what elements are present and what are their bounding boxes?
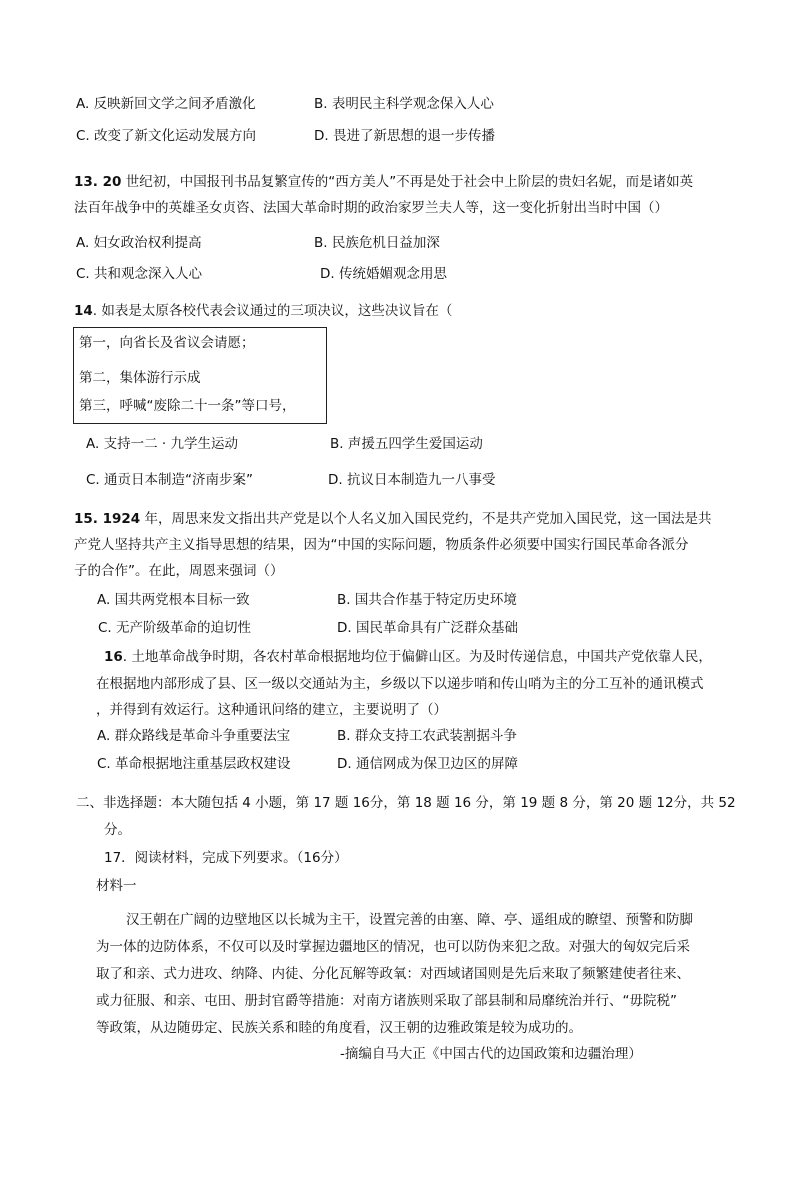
material-paragraph-line3: 取了和亲、式力进攻、纳降、内徒、分化瓦解等政氧：对西域诸国则是先后来取了频繁建使者往来、 <box>96 966 690 982</box>
q15-stem-line2: 产党人坚持共产主义指导思想的结果，因为“中国的实际问题，物质条件必须要中国实行国民革命各派分 <box>74 537 689 553</box>
material-paragraph-line2: 为一体的边防体系，不仅可以及时掌握边疆地区的情况，也可以防伪来犯之敌。对强大的匈奴完后采 <box>96 939 690 955</box>
material-source: -摘编自马大正《中国古代的边国政策和边疆治理） <box>340 1046 642 1062</box>
q16-stem-line2: 在根据地内部形成了县、区一级以交通站为主，乡级以下以递步哨和传山哨为主的分工互补的通讯模式 <box>96 676 704 692</box>
q13-text1: 世纪初，中国报刊书品复繁宣传的“西方美人”不再是处于社会中上阶层的贵妇名妮，而是诸如英 <box>121 174 694 190</box>
section-2-header-cont: 分。 <box>104 822 131 838</box>
q15-option-b: B. 国共合作基于特定历史环境 <box>337 592 517 608</box>
q16-option-d: D. 通信网成为保卫边区的屏障 <box>337 756 518 772</box>
q12-option-d: D. 畏进了新思想的退一步传播 <box>314 128 495 144</box>
q16-option-b: B. 群众支持工农武装割据斗争 <box>337 728 517 744</box>
q13-stem-line2: 法百年战争中的英雄圣女贞咨、法国大革命时期的政治家罗兰夫人等，这一变化折射出当时中国（） <box>74 200 668 216</box>
q16-text1: . 土地革命战争时期，各农村革命根据地均位于偏僻山区。为及时传递信息，中国共产党依靠人民， <box>122 649 712 665</box>
q13-option-b: B. 民族危机日益加深 <box>314 235 440 251</box>
q15-option-d: D. 国民革命具有广泛群众基础 <box>337 620 518 636</box>
q15-stem-line1 <box>74 511 712 528</box>
material-label: 材料一 <box>96 878 137 894</box>
q16-stem-line3: ，并得到有效运行。这种通讯问络的建立，主要说明了（） <box>96 702 447 718</box>
resolution-row-2: 第二，集体游行示成 <box>79 370 201 386</box>
q15-text1: 年，周思来发文指出共产党是以个人名义加入国民党约，不是共产党加入国民党，这一国法是共 <box>140 511 712 527</box>
q13-stem-line1 <box>74 174 693 191</box>
material-paragraph-line1: 汉王朝在广阔的边壁地区以长城为主干，设置完善的由塞、障、亭、遥组成的瞭望、预警和防脚 <box>126 912 693 928</box>
q15-number: 15. 1924 <box>74 511 141 527</box>
q16-stem-line1 <box>104 649 712 666</box>
q13-option-c: C. 共和观念深入人心 <box>76 266 203 282</box>
q16-option-c: C. 革命根据地注重基层政权建设 <box>97 756 291 772</box>
q13-option-a: A. 妇女政治权利提高 <box>76 235 202 251</box>
q14-text1: . 如表是太原各校代表会议通过的三项决议，这些决议旨在（ <box>92 303 453 319</box>
q14-option-d: D. 抗议日本制造九一八事受 <box>328 472 496 488</box>
q13-number: 13. 20 <box>74 174 122 190</box>
q12-option-b: B. 表明民主科学观念保入人心 <box>314 96 494 112</box>
q17-title: 17．阅读材料，完成下列要求。（16分） <box>104 850 348 866</box>
q12-option-c: C. 改变了新文化运动发展方向 <box>76 128 257 144</box>
q16-option-a: A. 群众路线是革命斗争重要法宝 <box>97 728 291 744</box>
q13-option-d: D. 传统婚媚观念用思 <box>320 266 447 282</box>
q14-option-b: B. 声援五四学生爱国运动 <box>330 436 483 452</box>
q14-option-a: A. 支持一二 · 九学生运动 <box>86 436 238 452</box>
material-paragraph-line5: 等政策，从边随毋定、民族关系和睦的角度看，汉王朝的边雅政策是较为成功的。 <box>96 1020 582 1036</box>
section-2-header: 二、非选择题：本大随包括 4 小题，第 17 题 16分，第 18 题 16 分，第 19 题 8 分，第 20 题 12分，共 52 <box>76 795 736 811</box>
q15-stem-line3: 子的合作”。在此，周恩来强词（） <box>74 563 284 579</box>
q14-stem <box>74 303 452 320</box>
q12-option-a: A. 反映新回文学之间矛盾激化 <box>76 96 256 112</box>
q14-number: 14 <box>74 303 93 319</box>
q15-option-a: A. 国共两党根本目标一致 <box>97 592 250 608</box>
q14-option-c: C. 通贡日本制造“济南步案” <box>86 472 253 488</box>
material-paragraph-line4: 或力征服、和亲、屯田、册封官爵等措施：对南方诸族则采取了部县制和局靡统治并行、“毋院税” <box>96 993 677 1009</box>
q16-number: 16 <box>104 649 123 665</box>
q15-option-c: C. 无产阶级革命的迫切性 <box>98 620 252 636</box>
resolution-row-3: 第三，呼喊“废除二十一条”等口号， <box>79 398 296 414</box>
resolution-row-1: 第一，向省长及省议会请愿； <box>79 335 255 351</box>
